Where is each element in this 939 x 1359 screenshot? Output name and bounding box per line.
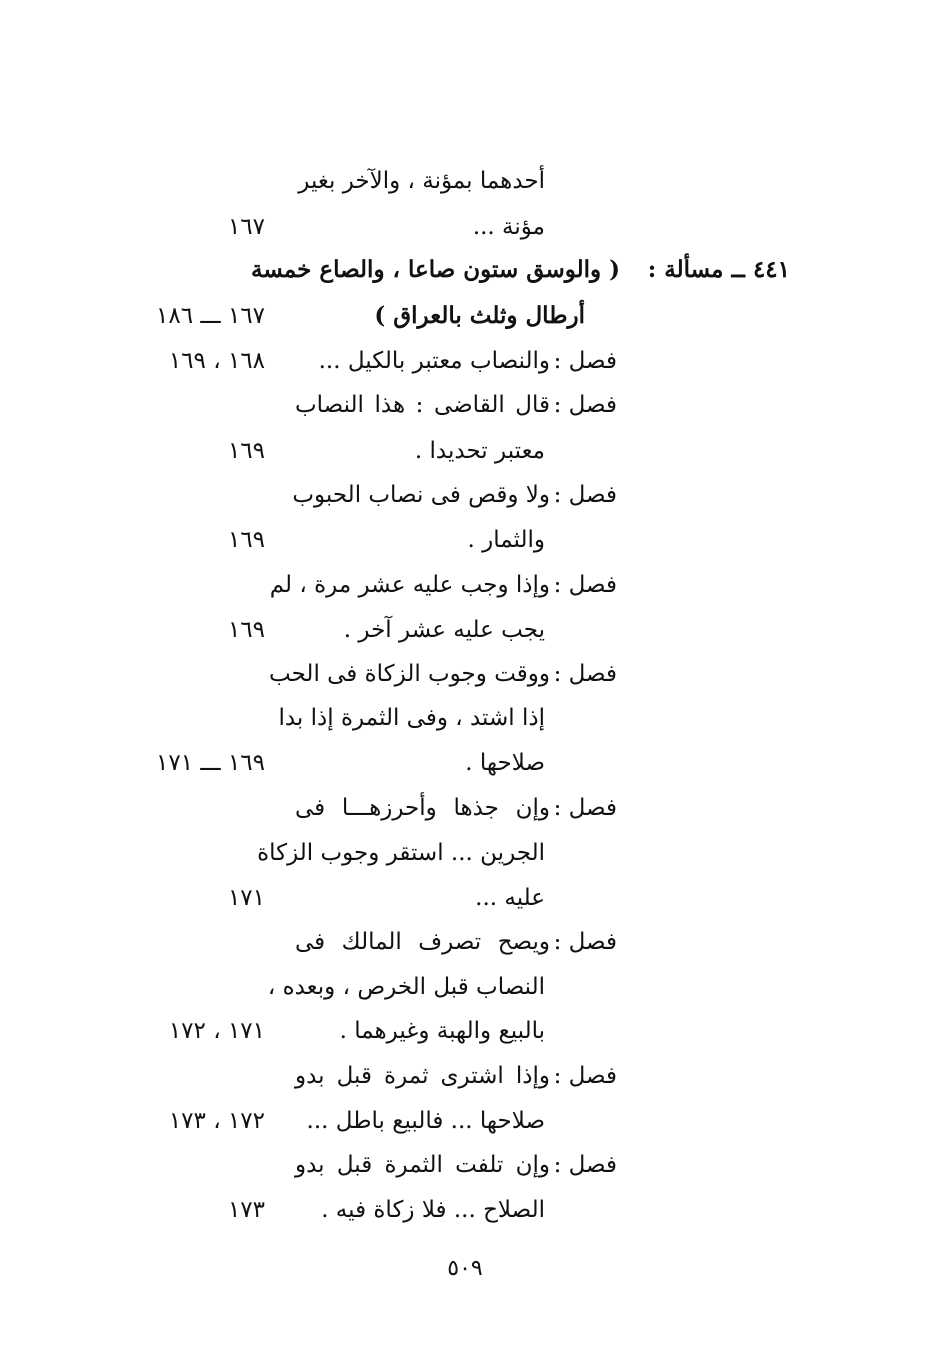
page-reference: ١٦٨ ، ١٦٩ <box>168 348 265 374</box>
entry-text: الصلاح ... فلا زكاة فيه . <box>321 1197 545 1223</box>
entry-text: يجب عليه عشر آخر . <box>343 617 545 643</box>
entry-text: وإذا اشترى ثمرة قبل بدو <box>295 1063 550 1089</box>
entry-text: والنصاب معتبر بالكيل ... <box>318 348 550 374</box>
fasl-label: فصل : <box>553 1063 617 1089</box>
page-reference: ١٦٩ <box>227 617 265 643</box>
page-number: ٥٠٩ <box>447 1256 483 1281</box>
entry-text: صلاحها . <box>465 750 545 776</box>
fasl-label: فصل : <box>553 661 617 687</box>
fasl-label: فصل : <box>553 392 617 418</box>
entry-text: ولا وقص فى نصاب الحبوب <box>292 482 550 508</box>
page-reference: ١٦٧ <box>227 214 265 240</box>
fasl-label: فصل : <box>553 929 617 955</box>
entry-text: ووقت وجوب الزكاة فى الحب <box>269 661 550 687</box>
page-reference: ١٦٩ <box>227 438 265 464</box>
entry-text: مؤنة ... <box>472 214 545 240</box>
fasl-label: فصل : <box>553 572 617 598</box>
entry-text: وإذا وجب عليه عشر مرة ، لم <box>269 572 550 598</box>
entry-text: وإن جذها وأحرزهـــا فى <box>295 795 550 821</box>
fasl-label: فصل : <box>553 348 617 374</box>
entry-text: ويصح تصرف المالك فى <box>295 929 550 955</box>
entry-text: إذا اشتد ، وفى الثمرة إذا بدا <box>278 705 545 731</box>
entry-text: عليه ... <box>475 885 545 911</box>
entry-text: وإن تلفت الثمرة قبل بدو <box>295 1152 550 1178</box>
fasl-label: فصل : <box>553 1152 617 1178</box>
entry-text: النصاب قبل الخرص ، وبعده ، <box>267 974 545 1000</box>
fasl-label: فصل : <box>553 482 617 508</box>
page-reference: ١٧٢ ، ١٧٣ <box>168 1108 265 1134</box>
page-reference: ١٧٣ <box>227 1197 265 1223</box>
entry-text: والثمار . <box>467 527 545 553</box>
page-reference: ١٦٩ <box>227 527 265 553</box>
entry-text: صلاحها ... فالبيع باطل ... <box>306 1108 545 1134</box>
entry-text: بالبيع والهبة وغيرهما . <box>339 1018 545 1044</box>
fasl-label: فصل : <box>553 795 617 821</box>
page-reference: ١٧١ ، ١٧٢ <box>168 1018 265 1044</box>
entry-text: معتبر تحديدا . <box>414 438 545 464</box>
masala-text: ( والوسق ستون صاعا ، والصاع خمسة <box>251 256 620 283</box>
masala-label: ٤٤١ ــ مسألة : <box>647 256 790 283</box>
masala-text: أرطال وثلث بالعراق ) <box>374 302 585 329</box>
page-reference: ١٦٧ ـــ ١٨٦ <box>156 303 265 329</box>
entry-text: الجرين ... استقر وجوب الزكاة <box>257 840 545 866</box>
page-reference: ١٦٩ ـــ ١٧١ <box>156 750 265 776</box>
page-reference: ١٧١ <box>227 885 265 911</box>
entry-text: قال القاضى : هذا النصاب <box>295 392 550 418</box>
entry-text: أحدهما بمؤنة ، والآخر بغير <box>298 168 545 194</box>
